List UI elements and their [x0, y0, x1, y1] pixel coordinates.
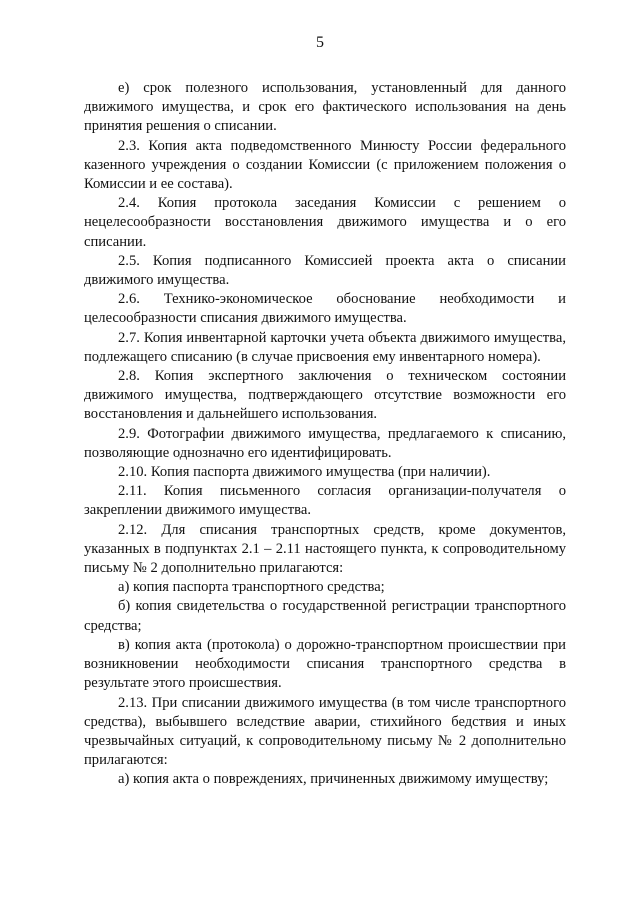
paragraph-2-3: 2.3. Копия акта подведомственного Минюсту России федерального казенного учреждения о создании Комиссии (с приложением положения о Комиссии и ее состава). — [84, 137, 566, 193]
document-body — [84, 79, 566, 790]
paragraph-2-12: 2.12. Для списания транспортных средств, кроме документов, указанных в подпунктах 2.1 – 2.11 настоящего пункта, к сопроводительному письму № 2 дополнительно прилагаются: — [84, 521, 566, 577]
paragraph-2-6: 2.6. Технико-экономическое обоснование необходимости и целесообразности списания движимого имущества. — [84, 291, 566, 327]
paragraph-2-12-a: а) копия паспорта транспортного средства; — [118, 579, 385, 596]
paragraph-2-4: 2.4. Копия протокола заседания Комиссии с решением о нецелесообразности восстановления движимого имущества и о его списании. — [84, 195, 566, 250]
paragraph-2-11: 2.11. Копия письменного согласия организации-получателя о закреплении движимого имущества. — [84, 483, 566, 519]
paragraph-2-13-a: а) копия акта о повреждениях, причиненных движимому имуществу; — [118, 771, 549, 788]
paragraph-item-e: е) срок полезного использования, установленный для данного движимого имущества, и срок его фактического использования на день принятия решения о списании. — [84, 80, 566, 135]
page-number: 5 — [316, 34, 324, 51]
paragraph-2-5: 2.5. Копия подписанного Комиссией проекта акта о списании движимого имущества. — [84, 252, 566, 289]
paragraph-2-12-b: б) копия свидетельства о государственной регистрации транспортного средства; — [84, 598, 566, 634]
paragraph-2-10: 2.10. Копия паспорта движимого имущества (при наличии). — [118, 464, 491, 481]
paragraph-2-8: 2.8. Копия экспертного заключения о техническом состоянии движимого имущества, подтверждающего отсутствие возможности его восстановления и дальнейшего использования. — [84, 368, 566, 423]
paragraph-2-12-v: в) копия акта (протокола) о дорожно-транспортном происшествии при возникновении необходимости списания транспортного средства в результате этого происшествия. — [84, 636, 566, 692]
paragraph-2-13: 2.13. При списании движимого имущества (в том числе транспортного средства), выбывшего вследствие аварии, стихийного бедствия и иных чрезвычайных ситуаций, к сопроводительному письму № 2 дополнительно прилагаются: — [84, 694, 566, 769]
paragraph-2-7: 2.7. Копия инвентарной карточки учета объекта движимого имущества, подлежащего списанию (в случае присвоения ему инвентарного номера). — [84, 329, 566, 365]
paragraph-2-9: 2.9. Фотографии движимого имущества, предлагаемого к списанию, позволяющие однозначно его идентифицировать. — [84, 425, 566, 461]
